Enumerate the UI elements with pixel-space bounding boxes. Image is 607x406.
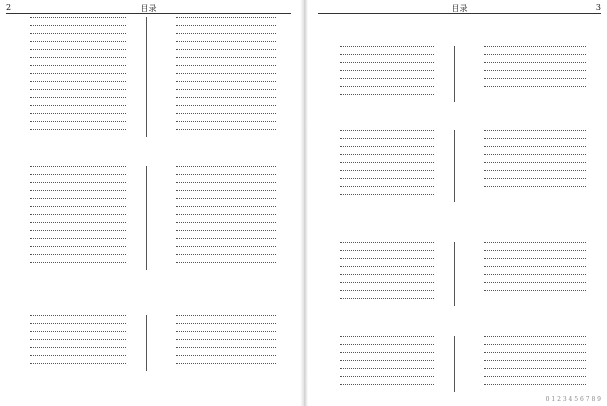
toc-entry[interactable] [460, 352, 602, 360]
left-running-title: 目录 [140, 4, 157, 13]
toc-entry[interactable] [6, 17, 142, 25]
toc-entry[interactable] [152, 222, 292, 230]
toc-entry[interactable] [460, 368, 602, 376]
toc-entry[interactable] [316, 290, 450, 298]
toc-entry[interactable] [152, 65, 292, 73]
toc-entry[interactable] [6, 206, 142, 214]
toc-entry[interactable] [6, 315, 142, 323]
toc-entry[interactable] [152, 73, 292, 81]
toc-entry[interactable] [316, 194, 450, 202]
column-divider [454, 336, 455, 392]
toc-entry[interactable] [6, 190, 142, 198]
toc-entry[interactable] [316, 258, 450, 266]
toc-entry[interactable] [6, 113, 142, 121]
toc-entry[interactable] [152, 49, 292, 57]
toc-entry[interactable] [316, 94, 450, 102]
toc-entry[interactable] [6, 89, 142, 97]
toc-entry[interactable] [6, 214, 142, 222]
digit-strip: 0 1 2 3 4 5 6 7 8 9 [545, 396, 601, 403]
column-divider [146, 166, 147, 270]
toc-entry[interactable] [316, 130, 450, 138]
toc-entry[interactable] [6, 166, 142, 174]
toc-entry[interactable] [6, 339, 142, 347]
toc-entry[interactable] [316, 162, 450, 170]
toc-entry[interactable] [6, 222, 142, 230]
toc-entry[interactable] [460, 86, 602, 94]
toc-entry[interactable] [152, 206, 292, 214]
right-page [312, 0, 607, 406]
toc-entry[interactable] [6, 129, 142, 137]
toc-entry[interactable] [6, 230, 142, 238]
toc-entry[interactable] [152, 166, 292, 174]
toc-entry[interactable] [460, 146, 602, 154]
toc-entry[interactable] [316, 46, 450, 54]
toc-column [460, 336, 602, 392]
toc-entry[interactable] [460, 336, 602, 344]
toc-entry[interactable] [152, 347, 292, 355]
toc-entry[interactable] [152, 238, 292, 246]
toc-entry[interactable] [316, 54, 450, 62]
left-page [0, 0, 297, 406]
toc-entry[interactable] [316, 154, 450, 162]
toc-entry[interactable] [152, 254, 292, 262]
toc-entry[interactable] [460, 54, 602, 62]
toc-column [460, 46, 602, 94]
toc-entry[interactable] [6, 246, 142, 254]
toc-entry[interactable] [316, 266, 450, 274]
toc-column [152, 315, 292, 371]
toc-entry[interactable] [152, 121, 292, 129]
toc-entry[interactable] [6, 323, 142, 331]
toc-column [152, 17, 292, 137]
toc-entry[interactable] [460, 170, 602, 178]
toc-entry[interactable] [152, 363, 292, 371]
toc-entry[interactable] [152, 214, 292, 222]
right-running-title: 目录 [451, 4, 468, 13]
toc-entry[interactable] [152, 315, 292, 323]
toc-entry[interactable] [460, 290, 602, 298]
column-divider [454, 46, 455, 102]
toc-entry[interactable] [316, 384, 450, 392]
toc-entry[interactable] [316, 250, 450, 258]
toc-column [316, 46, 450, 102]
toc-entry[interactable] [6, 254, 142, 262]
toc-entry[interactable] [6, 355, 142, 363]
toc-entry[interactable] [6, 97, 142, 105]
toc-entry[interactable] [6, 65, 142, 73]
toc-entry[interactable] [6, 57, 142, 65]
toc-entry[interactable] [460, 384, 602, 392]
toc-entry[interactable] [6, 347, 142, 355]
toc-entry[interactable] [6, 105, 142, 113]
toc-entry[interactable] [152, 230, 292, 238]
toc-entry[interactable] [316, 138, 450, 146]
toc-entry[interactable] [6, 262, 142, 270]
left-header-rule [6, 13, 291, 14]
toc-entry[interactable] [316, 274, 450, 282]
toc-entry[interactable] [316, 282, 450, 290]
right-header-rule [318, 13, 601, 14]
toc-entry[interactable] [152, 81, 292, 89]
toc-entry[interactable] [460, 46, 602, 54]
right-page-number: 3 [595, 3, 601, 12]
toc-entry[interactable] [460, 162, 602, 170]
toc-entry[interactable] [316, 352, 450, 360]
toc-entry[interactable] [6, 198, 142, 206]
toc-entry[interactable] [460, 130, 602, 138]
toc-column [316, 336, 450, 392]
toc-column [6, 17, 142, 137]
left-running-head [6, 3, 291, 14]
toc-entry[interactable] [152, 97, 292, 105]
toc-entry[interactable] [152, 339, 292, 347]
toc-entry[interactable] [6, 182, 142, 190]
toc-entry[interactable] [460, 360, 602, 368]
toc-entry[interactable] [316, 336, 450, 344]
toc-entry[interactable] [316, 186, 450, 194]
toc-entry[interactable] [152, 105, 292, 113]
toc-entry[interactable] [316, 376, 450, 384]
toc-entry[interactable] [152, 41, 292, 49]
toc-entry[interactable] [6, 121, 142, 129]
toc-entry[interactable] [460, 178, 602, 186]
toc-entry[interactable] [152, 57, 292, 65]
toc-entry[interactable] [152, 198, 292, 206]
toc-entry[interactable] [152, 174, 292, 182]
toc-entry[interactable] [460, 138, 602, 146]
toc-entry[interactable] [152, 323, 292, 331]
right-running-head [318, 3, 601, 14]
toc-entry[interactable] [460, 282, 602, 290]
toc-entry[interactable] [316, 242, 450, 250]
toc-entry[interactable] [152, 129, 292, 137]
book-gutter [300, 0, 308, 406]
toc-entry[interactable] [152, 182, 292, 190]
toc-entry[interactable] [460, 78, 602, 86]
toc-entry[interactable] [460, 344, 602, 352]
toc-entry[interactable] [316, 360, 450, 368]
toc-entry[interactable] [316, 298, 450, 306]
toc-entry[interactable] [460, 186, 602, 194]
toc-entry[interactable] [152, 17, 292, 25]
toc-entry[interactable] [152, 89, 292, 97]
toc-entry[interactable] [460, 274, 602, 282]
toc-entry[interactable] [460, 70, 602, 78]
toc-entry[interactable] [6, 49, 142, 57]
toc-entry[interactable] [316, 86, 450, 94]
toc-entry[interactable] [6, 363, 142, 371]
toc-entry[interactable] [460, 154, 602, 162]
toc-entry[interactable] [316, 78, 450, 86]
column-divider [454, 242, 455, 306]
toc-entry[interactable] [152, 113, 292, 121]
toc-entry[interactable] [6, 174, 142, 182]
toc-entry[interactable] [152, 331, 292, 339]
left-page-number: 2 [6, 3, 12, 12]
toc-entry[interactable] [152, 190, 292, 198]
toc-entry[interactable] [152, 246, 292, 254]
toc-column [152, 166, 292, 270]
toc-column [6, 315, 142, 371]
toc-entry[interactable] [460, 242, 602, 250]
toc-entry[interactable] [460, 376, 602, 384]
column-divider [454, 130, 455, 202]
toc-column [460, 130, 602, 194]
toc-entry[interactable] [6, 331, 142, 339]
toc-entry[interactable] [316, 178, 450, 186]
toc-entry[interactable] [460, 258, 602, 266]
column-divider [146, 315, 147, 371]
toc-entry[interactable] [316, 170, 450, 178]
column-divider [146, 17, 147, 137]
toc-column [316, 242, 450, 306]
toc-entry[interactable] [152, 262, 292, 270]
toc-column [6, 166, 142, 270]
toc-entry[interactable] [316, 146, 450, 154]
toc-entry[interactable] [152, 25, 292, 33]
toc-entry[interactable] [316, 62, 450, 70]
toc-entry[interactable] [460, 62, 602, 70]
toc-entry[interactable] [6, 73, 142, 81]
toc-entry[interactable] [316, 344, 450, 352]
toc-entry[interactable] [6, 33, 142, 41]
toc-entry[interactable] [152, 355, 292, 363]
toc-entry[interactable] [316, 368, 450, 376]
toc-entry[interactable] [460, 266, 602, 274]
toc-entry[interactable] [152, 33, 292, 41]
toc-entry[interactable] [6, 25, 142, 33]
toc-column [316, 130, 450, 202]
toc-entry[interactable] [316, 70, 450, 78]
toc-entry[interactable] [6, 238, 142, 246]
toc-entry[interactable] [6, 41, 142, 49]
toc-column [460, 242, 602, 298]
toc-entry[interactable] [460, 250, 602, 258]
toc-entry[interactable] [6, 81, 142, 89]
